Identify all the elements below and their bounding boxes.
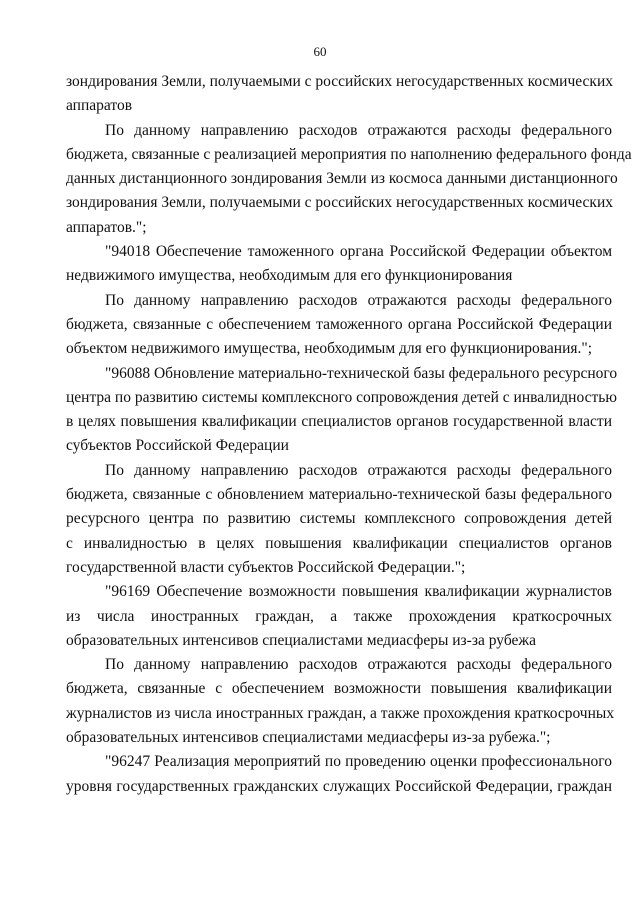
text-line: государственной власти субъектов Российской Федерации.";: [66, 558, 466, 576]
text-line: ресурсного центра по развитию системы комплексного сопровождения детей: [66, 510, 612, 528]
text-line: бюджета, связанные с обеспечением возможности повышения квалификации: [66, 680, 612, 698]
text-line: с инвалидностью в целях повышения квалификации специалистов органов: [66, 534, 612, 552]
body-text: [66, 70, 632, 799]
text-line: зондирования Земли, получаемыми с российских негосударственных космических: [66, 194, 613, 212]
paragraph-description: [66, 119, 632, 240]
text-line: зондирования Земли, получаемыми с российских негосударственных космических: [66, 73, 613, 90]
paragraph-description: [66, 653, 615, 750]
text-line: бюджета, связанные с обеспечением таможенного органа Российской Федерации: [66, 315, 612, 333]
text-line: По данному направлению расходов отражаются расходы федерального: [105, 461, 612, 479]
text-line: образовательных интенсивов специалистами медиасферы из-за рубежа.";: [66, 729, 551, 747]
text-line: из числа иностранных граждан, а также прохождения краткосрочных: [66, 607, 612, 625]
paragraph-description: [66, 459, 612, 580]
text-line: образовательных интенсивов специалистами медиасферы из-за рубежа: [66, 631, 536, 649]
text-line: аппаратов.";: [66, 218, 147, 236]
page-number: 60: [313, 44, 327, 59]
paragraph-code-94018: [66, 240, 612, 289]
text-line: По данному направлению расходов отражаются расходы федерального: [105, 656, 612, 674]
text-line: субъектов Российской Федерации: [66, 437, 289, 455]
text-line: По данному направлению расходов отражаются расходы федерального: [105, 121, 612, 139]
text-line: бюджета, связанные с реализацией мероприятия по наполнению федерального фонда: [66, 145, 632, 163]
text-line: центра по развитию системы комплексного сопровождения детей с инвалидностью: [66, 388, 617, 406]
text-line: уровня государственных гражданских служащих Российской Федерации, граждан: [66, 777, 612, 795]
text-line: "94018 Обеспечение таможенного органа Российской Федерации объектом: [105, 243, 612, 261]
paragraph-code-96247: [66, 750, 612, 799]
text-line: бюджета, связанные с обновлением материально-технической базы федерального: [66, 486, 612, 504]
text-line: "96169 Обеспечение возможности повышения квалификации журналистов: [105, 583, 612, 601]
text-line: данных дистанционного зондирования Земли из космоса данными дистанционного: [66, 170, 618, 188]
text-line: недвижимого имущества, необходимым для его функционирования: [66, 267, 513, 285]
paragraph-description: [66, 289, 612, 362]
paragraph-code-96169: [66, 580, 612, 653]
text-line: "96088 Обновление материально-технической базы федерального ресурсного: [105, 364, 618, 382]
text-line: аппаратов: [66, 97, 133, 115]
paragraph-code-96088: [66, 362, 618, 459]
text-line: объектом недвижимого имущества, необходимым для его функционирования.";: [66, 340, 593, 358]
text-line: журналистов из числа иностранных граждан, а также прохождения краткосрочных: [66, 704, 615, 722]
text-line: По данному направлению расходов отражаются расходы федерального: [105, 291, 612, 309]
text-line: в целях повышения квалификации специалистов органов государственной власти: [66, 413, 612, 431]
text-line: "96247 Реализация мероприятий по проведению оценки профессионального: [105, 753, 612, 771]
paragraph-continuation: [66, 70, 612, 119]
